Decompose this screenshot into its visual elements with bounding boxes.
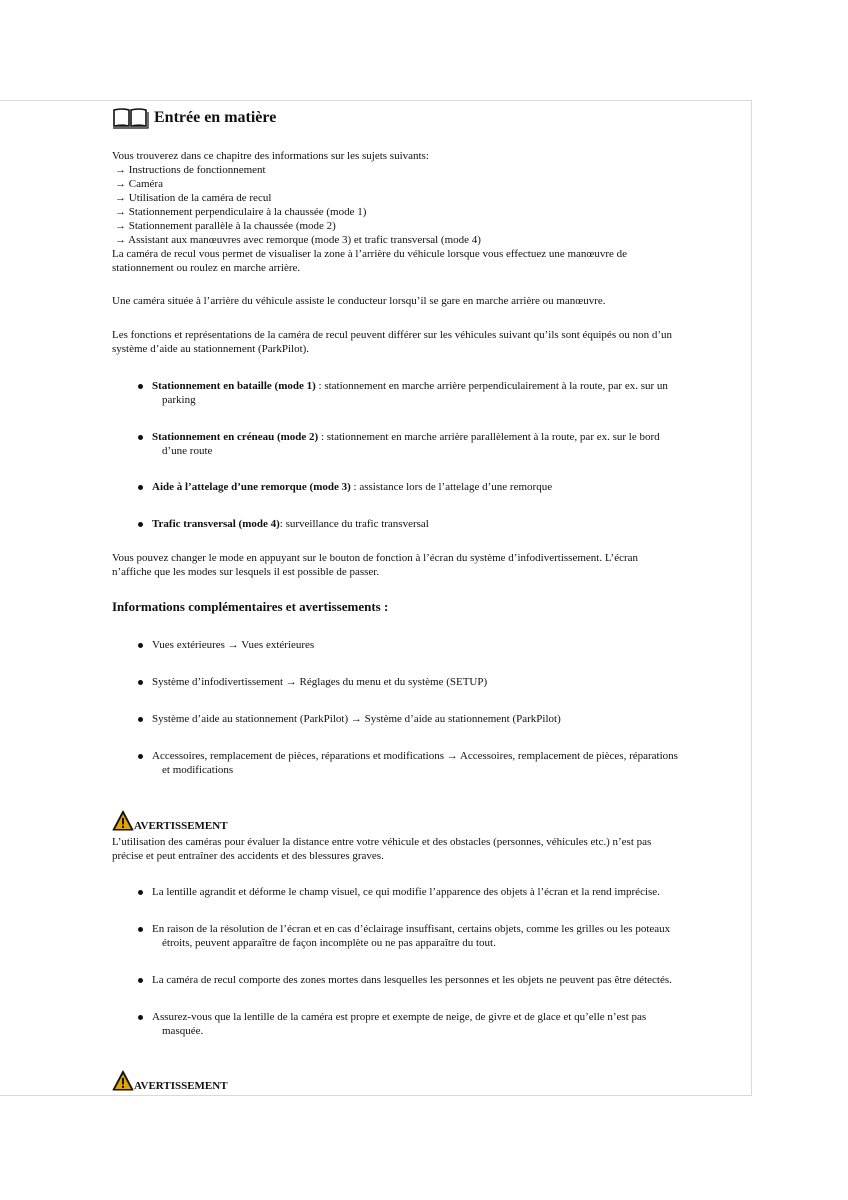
- mode-name: Stationnement en créneau (mode 2): [152, 431, 319, 443]
- info-link-text[interactable]: Système d’aide au stationnement (ParkPilot) → Système d’aide au stationnement (ParkPilot): [152, 713, 561, 725]
- bullet-icon: [138, 485, 143, 490]
- warning-text: [112, 835, 742, 863]
- info-link-text-cont[interactable]: et modifications: [162, 764, 234, 776]
- bullet-icon: [138, 643, 143, 648]
- mode-name: Stationnement en bataille (mode 1): [152, 380, 316, 392]
- warning-icon: [112, 810, 134, 832]
- mode-name: Aide à l’attelage d’une remorque (mode 3): [152, 481, 351, 493]
- bullet-icon: [138, 522, 143, 527]
- bullet-icon: [138, 890, 143, 895]
- list-item: [138, 517, 738, 531]
- link-mode3-4[interactable]: → Assistant aux manœuvres avec remorque (mode 3) et trafic transversal (mode 4): [115, 234, 481, 246]
- bullet-icon: [138, 927, 143, 932]
- mode-desc: : surveillance du trafic transversal: [279, 518, 429, 530]
- info-link-text[interactable]: Système d’infodivertissement → Réglages du menu et du système (SETUP): [152, 676, 488, 688]
- warning-item-text-cont: étroits, peuvent apparaître de façon incomplète ou ne pas apparaître du tout.: [162, 937, 496, 949]
- mode-desc: : stationnement en marche arrière parallèlement à la route, par ex. sur le bord: [318, 431, 660, 443]
- book-icon: [112, 107, 150, 129]
- list-item: [138, 430, 738, 458]
- mode-desc: : assistance lors de l’attelage d’une remorque: [350, 481, 553, 493]
- warning-text-line2: précise et peut entraîner des accidents et des blessures graves.: [112, 850, 384, 862]
- list-item: [138, 379, 738, 407]
- intro-para3: [112, 328, 742, 356]
- intro-lead: Vous trouverez dans ce chapitre des informations sur les sujets suivants:: [112, 150, 429, 162]
- bullet-icon: [138, 680, 143, 685]
- warning-label: [112, 810, 228, 832]
- intro-para1-line1: La caméra de recul vous permet de visualiser la zone à l’arrière du véhicule lorsque vous effectuez une manœuvre de: [112, 248, 628, 260]
- mode-note: [112, 551, 742, 579]
- list-item[interactable]: [138, 749, 738, 777]
- mode-desc: : stationnement en marche arrière perpendiculairement à la route, par ex. sur un: [315, 380, 668, 392]
- link-instructions[interactable]: → Instructions de fonctionnement: [115, 164, 266, 176]
- bullet-icon: [138, 978, 143, 983]
- link-rear-camera-use[interactable]: → Utilisation de la caméra de recul: [115, 192, 272, 204]
- bullet-icon: [138, 384, 143, 389]
- intro-para2: Une caméra située à l’arrière du véhicule assiste le conducteur lorsqu’il se gare en marche arrière ou manœuvre.: [112, 295, 606, 307]
- bullet-icon: [138, 717, 143, 722]
- warning-item-text: Assurez-vous que la lentille de la caméra est propre et exempte de neige, de givre et de glace et qu’elle n’est pas: [152, 1011, 647, 1023]
- page-title-text: Entrée en matière: [154, 109, 277, 126]
- intro-para3-line1: Les fonctions et représentations de la caméra de recul peuvent différer sur les véhicules suivant qu’ils sont équipés ou non d’un: [112, 329, 673, 341]
- list-item: [138, 922, 738, 950]
- list-item[interactable]: [138, 675, 738, 689]
- mode-desc-cont: d’une route: [162, 445, 213, 457]
- warning-item-text: La lentille agrandit et déforme le champ visuel, ce qui modifie l’apparence des objets à l’écran et la rend imprécise.: [152, 886, 660, 898]
- list-item: [138, 1010, 738, 1038]
- warning-item-text: En raison de la résolution de l’écran et en cas d’éclairage insuffisant, certains objets, comme les grilles ou les poteaux: [152, 923, 671, 935]
- list-item: [138, 885, 738, 899]
- warning-label-text: AVERTISSEMENT: [134, 820, 228, 832]
- warning-item-text: La caméra de recul comporte des zones mortes dans lesquelles les personnes et les objets ne peuvent pas être détectés.: [152, 974, 672, 986]
- warning-label-text: AVERTISSEMENT: [134, 1080, 228, 1092]
- bullet-icon: [138, 435, 143, 440]
- intro-block: [112, 149, 742, 275]
- mode-note-line1: Vous pouvez changer le mode en appuyant sur le bouton de fonction à l’écran du système d’infodivertissement. L’écran: [112, 552, 639, 564]
- bullet-icon: [138, 1015, 143, 1020]
- mode-name: Trafic transversal (mode 4): [152, 518, 280, 530]
- list-item: [138, 480, 738, 494]
- list-item: [138, 973, 738, 987]
- link-mode1[interactable]: → Stationnement perpendiculaire à la chaussée (mode 1): [115, 206, 367, 218]
- warning-item-text-cont: masquée.: [162, 1025, 204, 1037]
- intro-para3-line2: système d’aide au stationnement (ParkPilot).: [112, 343, 310, 355]
- list-item[interactable]: [138, 638, 738, 652]
- list-item[interactable]: [138, 712, 738, 726]
- warning-text-line1: L’utilisation des caméras pour évaluer la distance entre votre véhicule et des obstacles (personnes, véhicules etc.) n’est pas: [112, 836, 652, 848]
- link-camera[interactable]: → Caméra: [115, 178, 163, 190]
- warning-label: [112, 1070, 228, 1092]
- section-heading: Informations complémentaires et avertissements :: [112, 599, 389, 614]
- link-mode2[interactable]: → Stationnement parallèle à la chaussée (mode 2): [115, 220, 336, 232]
- intro-para1-line2: stationnement ou roulez en marche arrière.: [112, 262, 301, 274]
- mode-desc-cont: parking: [162, 394, 196, 406]
- info-link-text[interactable]: Accessoires, remplacement de pièces, réparations et modifications → Accessoires, remplacement de pièces, réparations: [152, 750, 678, 762]
- info-link-text[interactable]: Vues extérieures → Vues extérieures: [152, 639, 315, 651]
- bullet-icon: [138, 754, 143, 759]
- page-title: [112, 104, 276, 132]
- mode-note-line2: n’affiche que les modes sur lesquels il est possible de passer.: [112, 566, 380, 578]
- warning-icon: [112, 1070, 134, 1092]
